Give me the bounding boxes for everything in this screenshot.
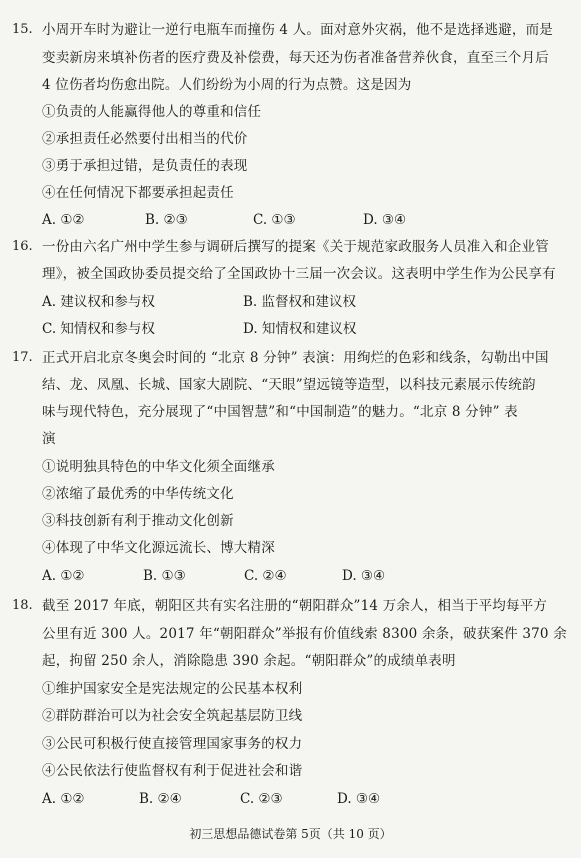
question-stem-line: 正式开启北京冬奥会时间的 “北京 8 分钟” 表演：用绚烂的色彩和线条，勾勒出中国 — [42, 350, 549, 366]
question-stem-line: 起，拘留 250 余人，消除隐患 390 余起。“朝阳群众”的成绩单表明 — [42, 653, 456, 669]
statement: ①维护国家安全是宪法规定的公民基本权利 — [42, 681, 303, 697]
question-stem-line: 小周开车时为避让一逆行电瓶车而撞伤 4 人。面对意外灾祸，他不是选择逃避，而是 — [42, 22, 553, 38]
statement: ③公民可积极行使直接管理国家事务的权力 — [42, 736, 303, 752]
question-stem-line: 理》，被全国政协委员提交给了全国政协十三届一次会议。这表明中学生作为公民享有 — [42, 266, 556, 282]
page-footer: 初三思想品德试卷第 5页（共 10 页） — [189, 827, 392, 841]
question-stem-line: 演 — [42, 431, 56, 447]
option-d: D. ③④ — [342, 568, 386, 584]
option-b: B. ②④ — [139, 791, 182, 807]
statement: ①负责的人能赢得他人的尊重和信任 — [42, 104, 262, 120]
statement: ③勇于承担过错，是负责任的表现 — [42, 158, 248, 174]
option-c: C. ②③ — [240, 791, 283, 807]
question-stem-line: 变卖新房来填补伤者的医疗费及补偿费，每天还为伤者准备营养伙食，直至三个月后 — [42, 50, 549, 66]
question-stem-line: 公里有近 300 人。2017 年“朝阳群众”举报有价值线索 8300 余条，破获案件 370 余 — [42, 626, 567, 642]
statement: ①说明独具特色的中华文化须全面继承 — [42, 459, 275, 475]
option-b: B. ①③ — [143, 568, 186, 584]
option-a: A. 建议权和参与权 — [42, 294, 155, 310]
option-a: A. ①② — [42, 791, 85, 807]
statement: ④公民依法行使监督权有利于促进社会和谐 — [42, 763, 303, 779]
question-stem-line: 4 位伤者均伤愈出院。人们纷纷为小周的行为点赞。这是因为 — [42, 77, 412, 93]
statement: ④在任何情况下都要承担起责任 — [42, 185, 234, 201]
question-number: 18. — [12, 598, 33, 613]
option-d: D. ③④ — [337, 791, 381, 807]
statement: ③科技创新有利于推动文化创新 — [42, 513, 234, 529]
option-d: D. ③④ — [363, 212, 407, 228]
option-b: B. ②③ — [145, 212, 188, 228]
option-d: D. 知情权和建议权 — [243, 321, 357, 337]
option-a: A. ①② — [42, 568, 85, 584]
option-a: A. ①② — [42, 212, 85, 228]
statement: ②群防群治可以为社会安全筑起基层防卫线 — [42, 708, 303, 724]
question-stem-line: 截至 2017 年底，朝阳区共有实名注册的“朝阳群众”14 万余人，相当于平均每平方 — [42, 598, 548, 614]
statement: ②承担责任必然要付出相当的代价 — [42, 131, 248, 147]
question-stem-line: 结、龙、凤凰、长城、国家大剧院、“天眼”望远镜等造型，以科技元素展示传统韵 — [42, 377, 536, 393]
statement: ②浓缩了最优秀的中华传统文化 — [42, 486, 234, 502]
question-number: 15. — [12, 22, 33, 37]
option-b: B. 监督权和建议权 — [243, 294, 357, 310]
question-stem-line: 味与现代特色，充分展现了“中国智慧”和“中国制造”的魅力。“北京 8 分钟” 表 — [42, 404, 518, 420]
option-c: C. ②④ — [244, 568, 287, 584]
question-number: 16. — [12, 239, 33, 254]
question-stem-line: 一份由六名广州中学生参与调研后撰写的提案《关于规范家政服务人员准入和企业管 — [42, 239, 549, 255]
option-c: C. 知情权和参与权 — [42, 321, 155, 337]
question-number: 17. — [12, 350, 33, 365]
statement: ④体现了中华文化源远流长、博大精深 — [42, 540, 275, 556]
option-c: C. ①③ — [253, 212, 296, 228]
